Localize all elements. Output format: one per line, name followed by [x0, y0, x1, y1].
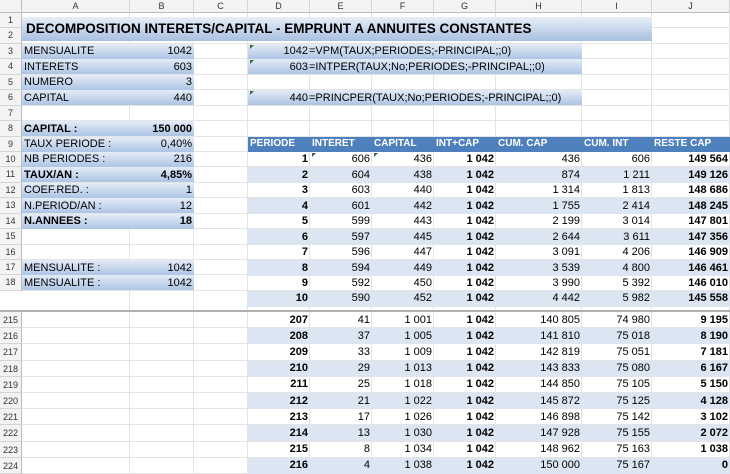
- column-header-j[interactable]: J: [652, 0, 730, 13]
- table-cell[interactable]: 5 392: [622, 276, 650, 289]
- row-header-17[interactable]: 17: [0, 260, 22, 275]
- row-header-9[interactable]: 9: [0, 137, 22, 152]
- param-value[interactable]: 12: [179, 199, 192, 212]
- table-cell[interactable]: 1 042: [466, 313, 494, 326]
- table-cell[interactable]: 148 245: [688, 199, 728, 212]
- column-header-d[interactable]: D: [248, 0, 310, 13]
- table-cell[interactable]: 2 644: [552, 230, 580, 243]
- table-cell[interactable]: 75 163: [616, 443, 650, 456]
- table-cell[interactable]: 5: [301, 215, 308, 228]
- table-cell[interactable]: 2 199: [552, 215, 580, 228]
- table-cell[interactable]: 447: [413, 246, 432, 259]
- table-cell[interactable]: 1 034: [404, 443, 432, 456]
- table-cell[interactable]: 1 001: [404, 313, 432, 326]
- param-label[interactable]: N.PERIOD/AN :: [24, 199, 102, 212]
- table-cell[interactable]: 1 042: [466, 443, 494, 456]
- row-header-15[interactable]: 15: [0, 229, 22, 244]
- formula-indicator-icon: [250, 60, 254, 64]
- param-label[interactable]: TAUX PERIODE :: [24, 138, 112, 151]
- table-cell[interactable]: 1 042: [466, 410, 494, 423]
- row-header-215[interactable]: 215: [0, 312, 22, 328]
- formula-text[interactable]: =INTPER(TAUX;No;PERIODES;-PRINCIPAL;;0): [309, 60, 545, 73]
- table-cell[interactable]: 4 442: [552, 292, 580, 305]
- row-header-216[interactable]: 216: [0, 328, 22, 344]
- cell-label[interactable]: NUMERO: [24, 76, 73, 89]
- table-cell[interactable]: 1 042: [466, 184, 494, 197]
- row-header-222[interactable]: 222: [0, 425, 22, 441]
- table-cell[interactable]: 4: [363, 459, 370, 472]
- table-cell[interactable]: 1 042: [466, 276, 494, 289]
- table-cell[interactable]: 599: [351, 215, 370, 228]
- table-header-int-cap[interactable]: INT+CAP: [436, 138, 480, 150]
- table-cell[interactable]: 8: [301, 261, 308, 274]
- row-header-218[interactable]: 218: [0, 361, 22, 377]
- param-label[interactable]: TAUX/AN :: [24, 168, 79, 181]
- table-cell[interactable]: 21: [357, 394, 370, 407]
- table-cell[interactable]: 148 686: [688, 184, 728, 197]
- table-header-periode[interactable]: PERIODE: [250, 138, 296, 150]
- param-value[interactable]: 4,85%: [160, 168, 192, 181]
- table-cell[interactable]: 1 042: [466, 329, 494, 342]
- column-header-f[interactable]: F: [372, 0, 434, 13]
- table-cell[interactable]: 1 211: [623, 168, 650, 181]
- row-header-1[interactable]: 1: [0, 13, 22, 28]
- formula-indicator-icon: [250, 45, 254, 49]
- table-cell[interactable]: 1 018: [404, 378, 432, 391]
- table-cell[interactable]: 8: [363, 443, 370, 456]
- cell-label[interactable]: CAPITAL: [24, 91, 70, 104]
- table-cell[interactable]: 210: [289, 362, 308, 375]
- table-cell[interactable]: 1: [301, 153, 308, 166]
- table-cell[interactable]: 149 564: [688, 153, 728, 166]
- table-cell[interactable]: 146 461: [688, 261, 728, 274]
- table-cell[interactable]: 436: [413, 153, 432, 166]
- table-cell[interactable]: 146 898: [540, 410, 580, 423]
- table-header-cum-int[interactable]: CUM. INT: [584, 138, 629, 150]
- table-cell[interactable]: 0: [721, 459, 728, 472]
- column-header-c[interactable]: C: [194, 0, 248, 13]
- table-cell[interactable]: 211: [290, 378, 308, 391]
- table-cell[interactable]: 445: [413, 230, 432, 243]
- row-header-11[interactable]: 11: [0, 167, 22, 182]
- table-cell[interactable]: 214: [289, 426, 308, 439]
- table-cell[interactable]: 9 195: [700, 313, 728, 326]
- table-cell[interactable]: 143 833: [540, 362, 580, 375]
- table-cell[interactable]: 216: [289, 459, 308, 472]
- table-cell[interactable]: 1 038: [404, 459, 432, 472]
- cell-value[interactable]: 440: [173, 91, 192, 104]
- cell-label[interactable]: INTERETS: [24, 60, 79, 73]
- table-cell[interactable]: 596: [351, 246, 370, 259]
- table-cell[interactable]: 7 181: [700, 345, 728, 358]
- table-cell[interactable]: 1 022: [404, 394, 432, 407]
- row-header-18[interactable]: 18: [0, 275, 22, 290]
- table-cell[interactable]: 1 013: [404, 362, 432, 375]
- table-cell[interactable]: 149 126: [688, 168, 728, 181]
- table-cell[interactable]: 209: [289, 345, 308, 358]
- table-cell[interactable]: 1 042: [466, 459, 494, 472]
- row-header-5[interactable]: 5: [0, 75, 22, 90]
- table-cell[interactable]: 594: [351, 261, 370, 274]
- table-header-interet[interactable]: INTERET: [312, 138, 355, 150]
- table-cell[interactable]: 1 042: [466, 261, 494, 274]
- column-header-h[interactable]: H: [496, 0, 582, 13]
- table-header-reste-cap[interactable]: RESTE CAP: [654, 138, 712, 150]
- table-cell[interactable]: 8 190: [700, 329, 728, 342]
- param-label[interactable]: NB PERIODES :: [24, 153, 106, 166]
- row-header-16[interactable]: 16: [0, 245, 22, 260]
- table-cell[interactable]: 452: [413, 292, 432, 305]
- row-header-10[interactable]: 10: [0, 152, 22, 167]
- row-header-3[interactable]: 3: [0, 44, 22, 59]
- table-cell[interactable]: 1 042: [466, 215, 494, 228]
- table-cell[interactable]: 604: [351, 168, 370, 181]
- table-cell[interactable]: 3 611: [623, 230, 650, 243]
- param-value[interactable]: 0,40%: [160, 138, 192, 151]
- table-cell[interactable]: 215: [289, 443, 308, 456]
- table-cell[interactable]: 438: [413, 168, 432, 181]
- table-cell[interactable]: 1 042: [466, 345, 494, 358]
- pane-splitter[interactable]: [0, 310, 730, 312]
- table-cell[interactable]: 1 042: [466, 168, 494, 181]
- table-cell[interactable]: 7: [301, 246, 308, 259]
- row-header-217[interactable]: 217: [0, 344, 22, 360]
- table-cell[interactable]: 1 042: [466, 426, 494, 439]
- table-cell[interactable]: 4 206: [622, 246, 650, 259]
- table-cell[interactable]: 874: [561, 168, 580, 181]
- table-cell[interactable]: 140 805: [540, 313, 580, 326]
- formula-result[interactable]: 440: [289, 91, 308, 104]
- table-cell[interactable]: 436: [561, 153, 580, 166]
- column-header-i[interactable]: I: [582, 0, 652, 13]
- table-cell[interactable]: 3 014: [622, 215, 650, 228]
- mensualite-label[interactable]: MENSUALITE :: [24, 276, 101, 289]
- table-header-cum-cap[interactable]: CUM. CAP: [498, 138, 548, 150]
- row-header-12[interactable]: 12: [0, 183, 22, 198]
- row-header-7[interactable]: 7: [0, 106, 22, 121]
- table-cell[interactable]: 1 005: [404, 329, 432, 342]
- select-all-corner[interactable]: [0, 0, 22, 13]
- table-cell[interactable]: 603: [351, 184, 370, 197]
- column-header-a[interactable]: A: [22, 0, 130, 13]
- cell-value[interactable]: 1042: [167, 45, 192, 58]
- row-header-219[interactable]: 219: [0, 377, 22, 393]
- param-value[interactable]: 216: [173, 153, 192, 166]
- table-cell[interactable]: 2 414: [622, 199, 650, 212]
- table-cell[interactable]: 450: [413, 276, 432, 289]
- table-cell[interactable]: 1 042: [466, 199, 494, 212]
- table-cell[interactable]: 3 102: [700, 410, 728, 423]
- table-cell[interactable]: 75 051: [616, 345, 650, 358]
- column-header-e[interactable]: E: [310, 0, 372, 13]
- table-cell[interactable]: 150 000: [540, 459, 580, 472]
- table-cell[interactable]: 142 819: [540, 345, 580, 358]
- error-indicator-icon: [374, 153, 378, 157]
- table-cell[interactable]: 606: [351, 153, 370, 166]
- table-cell[interactable]: 147 801: [688, 215, 728, 228]
- table-cell[interactable]: 2 072: [700, 426, 728, 439]
- table-cell[interactable]: 3 091: [552, 246, 580, 259]
- row-header-221[interactable]: 221: [0, 409, 22, 425]
- table-cell[interactable]: 3: [301, 184, 308, 197]
- cell-label[interactable]: MENSUALITE: [24, 45, 95, 58]
- table-header-capital[interactable]: CAPITAL: [374, 138, 417, 150]
- table-cell[interactable]: 9: [301, 276, 308, 289]
- table-cell[interactable]: 146 909: [688, 246, 728, 259]
- table-cell[interactable]: 440: [413, 184, 432, 197]
- table-cell[interactable]: 212: [289, 394, 308, 407]
- table-cell[interactable]: 1 042: [466, 378, 494, 391]
- row-header-220[interactable]: 220: [0, 393, 22, 409]
- formula-result[interactable]: 1042: [283, 45, 308, 58]
- table-cell[interactable]: 4 128: [700, 394, 728, 407]
- table-cell[interactable]: 6: [301, 230, 308, 243]
- table-cell[interactable]: 74 980: [616, 313, 650, 326]
- formula-text[interactable]: =PRINCPER(TAUX;No;PERIODES;-PRINCIPAL;;0): [309, 91, 562, 104]
- table-cell[interactable]: 207: [289, 313, 308, 326]
- cell-value[interactable]: 3: [185, 76, 192, 89]
- table-cell[interactable]: 141 810: [540, 329, 580, 342]
- formula-text[interactable]: =VPM(TAUX;PERIODES;-PRINCIPAL;;0): [309, 45, 512, 58]
- table-cell[interactable]: 5 150: [700, 378, 728, 391]
- row-header-6[interactable]: 6: [0, 90, 22, 105]
- row-header-13[interactable]: 13: [0, 198, 22, 213]
- cell-value[interactable]: 603: [173, 60, 192, 73]
- table-cell[interactable]: 37: [357, 329, 370, 342]
- row-header-4[interactable]: 4: [0, 59, 22, 74]
- table-cell[interactable]: 606: [631, 153, 650, 166]
- mensualite-value[interactable]: 1042: [167, 261, 192, 274]
- table-cell[interactable]: 41: [357, 313, 370, 326]
- mensualite-label[interactable]: MENSUALITE :: [24, 261, 101, 274]
- row-header-224[interactable]: 224: [0, 458, 22, 474]
- table-cell[interactable]: 29: [357, 362, 370, 375]
- param-label[interactable]: CAPITAL :: [24, 122, 78, 135]
- sheet-title[interactable]: DECOMPOSITION INTERETS/CAPITAL - EMPRUNT A ANNUITES CONSTANTES: [22, 17, 652, 41]
- param-label[interactable]: N.ANNEES :: [24, 215, 88, 228]
- table-cell[interactable]: 597: [351, 230, 370, 243]
- table-cell[interactable]: 75 142: [616, 410, 650, 423]
- table-cell[interactable]: 144 850: [540, 378, 580, 391]
- table-cell[interactable]: 592: [351, 276, 370, 289]
- param-value[interactable]: 1: [185, 184, 192, 197]
- table-cell[interactable]: 2: [301, 168, 308, 181]
- table-cell[interactable]: 4 800: [622, 261, 650, 274]
- table-cell[interactable]: 5 982: [622, 292, 650, 305]
- table-cell[interactable]: 1 042: [466, 153, 494, 166]
- table-cell[interactable]: 17: [357, 410, 370, 423]
- table-cell[interactable]: 213: [289, 410, 308, 423]
- table-cell[interactable]: 1 042: [466, 246, 494, 259]
- row-header-223[interactable]: 223: [0, 442, 22, 458]
- table-cell[interactable]: 6 167: [700, 362, 728, 375]
- param-value[interactable]: 150 000: [152, 122, 192, 135]
- table-cell[interactable]: 148 962: [540, 443, 580, 456]
- table-cell[interactable]: 443: [413, 215, 432, 228]
- table-cell[interactable]: 147 356: [688, 230, 728, 243]
- table-cell[interactable]: 146 010: [688, 276, 728, 289]
- table-cell[interactable]: 75 125: [616, 394, 650, 407]
- table-cell[interactable]: 75 167: [616, 459, 650, 472]
- param-label[interactable]: COEF.RED. :: [24, 184, 89, 197]
- table-cell[interactable]: 1 042: [466, 394, 494, 407]
- table-cell[interactable]: 13: [357, 426, 370, 439]
- table-cell[interactable]: 442: [413, 199, 432, 212]
- table-cell[interactable]: 1 030: [404, 426, 432, 439]
- table-cell[interactable]: 75 155: [616, 426, 650, 439]
- table-cell[interactable]: 1 038: [700, 443, 728, 456]
- formula-indicator-icon: [250, 91, 254, 95]
- table-cell[interactable]: 10: [295, 292, 308, 305]
- table-cell[interactable]: 1 026: [404, 410, 432, 423]
- table-cell[interactable]: 1 755: [552, 199, 580, 212]
- table-cell[interactable]: 25: [357, 378, 370, 391]
- table-cell[interactable]: 145 558: [688, 292, 728, 305]
- row-header-14[interactable]: 14: [0, 214, 22, 229]
- table-cell[interactable]: 1 042: [466, 292, 494, 305]
- table-cell[interactable]: 3 990: [552, 276, 580, 289]
- table-cell[interactable]: 75 105: [616, 378, 650, 391]
- mensualite-value[interactable]: 1042: [167, 276, 192, 289]
- table-cell[interactable]: 147 928: [540, 426, 580, 439]
- table-cell[interactable]: 1 813: [622, 184, 650, 197]
- table-cell[interactable]: 208: [289, 329, 308, 342]
- row-header-8[interactable]: 8: [0, 121, 22, 136]
- column-header-b[interactable]: B: [130, 0, 194, 13]
- table-cell[interactable]: 75 080: [616, 362, 650, 375]
- table-cell[interactable]: 33: [357, 345, 370, 358]
- table-cell[interactable]: 449: [413, 261, 432, 274]
- table-cell[interactable]: 1 042: [466, 230, 494, 243]
- table-cell[interactable]: 1 314: [552, 184, 580, 197]
- table-cell[interactable]: 145 872: [540, 394, 580, 407]
- table-cell[interactable]: 590: [351, 292, 370, 305]
- table-cell[interactable]: 1 042: [466, 362, 494, 375]
- table-cell[interactable]: 601: [351, 199, 370, 212]
- formula-result[interactable]: 603: [289, 60, 308, 73]
- table-cell[interactable]: 75 018: [616, 329, 650, 342]
- row-header-2[interactable]: 2: [0, 28, 22, 43]
- param-value[interactable]: 18: [179, 215, 192, 228]
- table-cell[interactable]: 4: [301, 199, 308, 212]
- table-cell[interactable]: 3 539: [552, 261, 580, 274]
- table-cell[interactable]: 1 009: [404, 345, 432, 358]
- error-indicator-icon: [312, 153, 316, 157]
- column-header-g[interactable]: G: [434, 0, 496, 13]
